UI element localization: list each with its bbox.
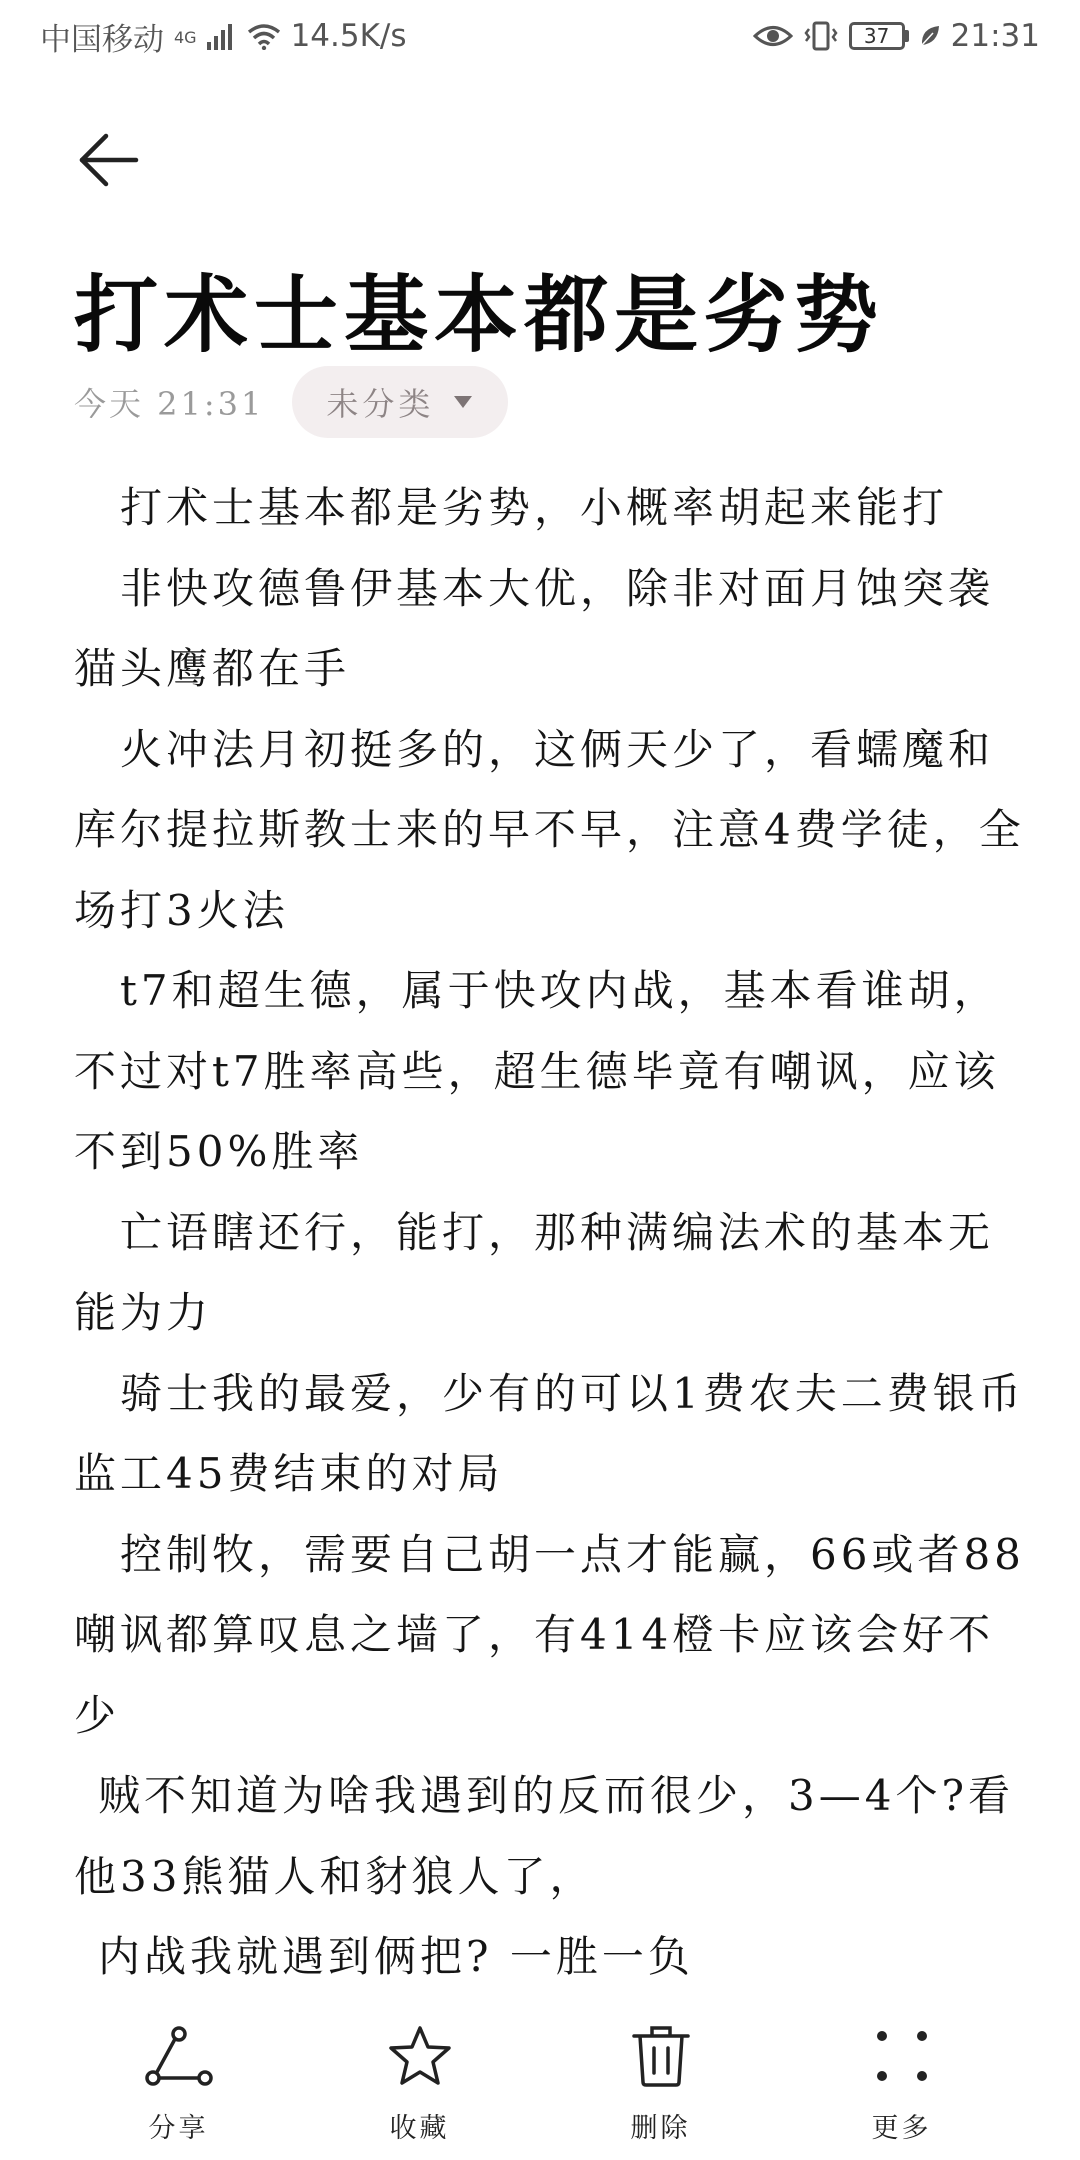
note-paragraph: 火冲法月初挺多的，这俩天少了，看蠕魔和库尔提拉斯教士来的早不早，注意4费学徒，全场打3火法 — [74, 724, 1025, 935]
wifi-icon — [247, 22, 281, 50]
note-paragraph: 内战我就遇到俩把? 一胜一负 — [98, 1932, 694, 1981]
share-icon — [143, 2020, 215, 2092]
note-body[interactable] — [74, 468, 1034, 1998]
star-icon — [384, 2020, 456, 2092]
note-paragraph: 贼不知道为啥我遇到的反而很少，3—4个?看他33熊猫人和豺狼人了， — [74, 1771, 1014, 1901]
more-button[interactable] — [802, 2020, 1002, 2160]
note-paragraph: 打术士基本都是劣势，小概率胡起来能打 — [120, 483, 949, 532]
delete-button[interactable] — [561, 2020, 761, 2160]
network-speed: 14.5K/s — [290, 18, 407, 54]
favorite-label: 收藏 — [389, 2113, 450, 2144]
note-meta — [74, 364, 508, 440]
note-paragraph: 非快攻德鲁伊基本大优，除非对面月蚀突袭猫头鹰都在手 — [74, 563, 995, 693]
note-paragraph: 亡语瞎还行，能打，那种满编法术的基本无能为力 — [74, 1207, 995, 1337]
more-dots-icon — [866, 2020, 938, 2092]
category-selector[interactable] — [292, 366, 508, 438]
status-right — [753, 18, 1040, 54]
more-label: 更多 — [871, 2113, 932, 2144]
back-arrow-icon — [76, 132, 140, 188]
leaf-icon — [919, 24, 941, 48]
bottom-toolbar — [0, 2020, 1080, 2160]
signal-icon — [207, 22, 237, 50]
note-title[interactable]: 打术士基本都是劣势 — [74, 265, 885, 364]
back-button[interactable] — [72, 124, 144, 196]
carrier-name: 中国移动 — [40, 21, 164, 58]
share-button[interactable] — [79, 2020, 279, 2160]
note-paragraph: t7和超生德，属于快攻内战，基本看谁胡，不过对t7胜率高些，超生德毕竟有嘲讽，应该不到50%胜率 — [74, 966, 1000, 1176]
battery-level: 37 — [849, 22, 905, 50]
delete-label: 删除 — [630, 2113, 691, 2144]
trash-icon — [625, 2020, 697, 2092]
favorite-button[interactable] — [320, 2020, 520, 2160]
status-bar — [0, 0, 1080, 72]
status-left — [40, 14, 407, 59]
network-type: 4G — [174, 27, 197, 47]
share-label: 分享 — [148, 2113, 209, 2144]
category-label: 未分类 — [326, 385, 435, 423]
eye-icon — [753, 23, 793, 49]
note-paragraph: 骑士我的最爱，少有的可以1费农夫二费银币监工45费结束的对局 — [74, 1368, 1025, 1498]
note-timestamp: 今天 21:31 — [74, 385, 265, 423]
dropdown-triangle-icon — [452, 394, 474, 410]
note-paragraph: 控制牧，需要自己胡一点才能赢，66或者88嘲讽都算叹息之墙了，有414橙卡应该会好不少 — [74, 1529, 1025, 1740]
clock: 21:31 — [950, 18, 1040, 54]
battery-icon — [849, 22, 909, 50]
vibrate-icon — [803, 21, 839, 51]
